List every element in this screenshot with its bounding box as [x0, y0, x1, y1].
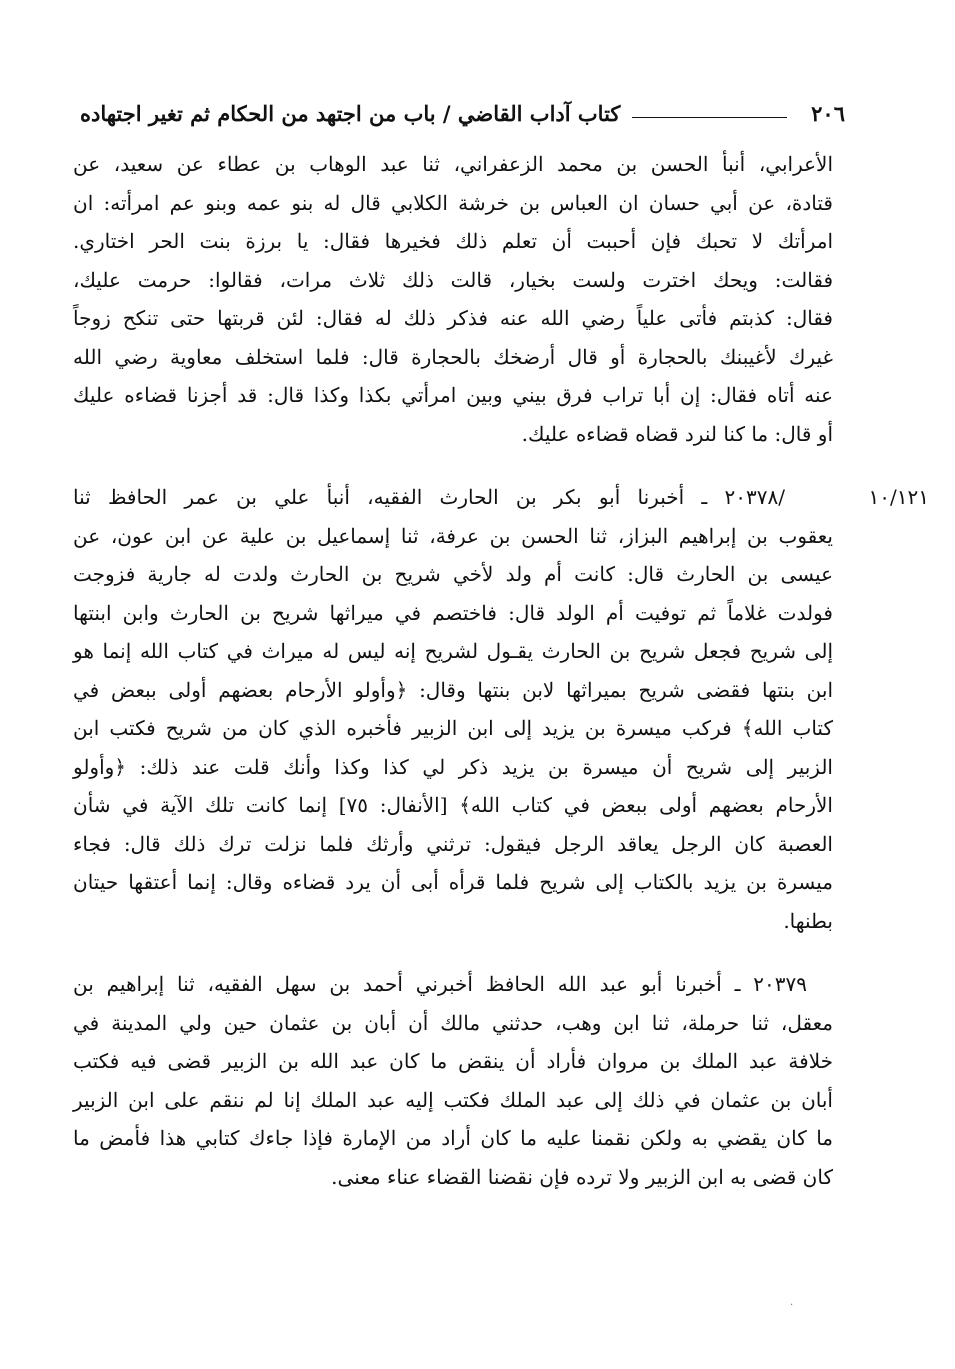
text-line: معقل، ثنا حرملة، ثنا ابن وهب، حدثني مالك أن أبان بن عثمان حين ولي المدينة في — [73, 1010, 833, 1035]
text-line: يعقوب بن إبراهيم البزاز، ثنا الحسن بن عرفة، ثنا إسماعيل بن علية عن ابن عون، عن — [73, 523, 833, 548]
page-speck: · — [790, 1300, 794, 1311]
text-line: العصبة كان الرجل يعاقد الرجل فيقول: ترثني وأرثك فلما نزلت ترك ذلك قال: فجاء — [73, 831, 833, 856]
text-line: أو قال: ما كنا لنرد قضاه قضاءه عليك. — [521, 421, 833, 446]
paragraph-continuation — [73, 145, 833, 453]
text-line: إلى شريح فجعل شريح بن الحارث يقـول لشريح إنه ليس له ميراث في كتاب الله إنما هو — [73, 639, 833, 663]
text-line: فولدت غلاماً ثم توفيت أم الولد قال: فاختصم في ميراثها شريح بن الحارث وابن ابنتها — [73, 600, 833, 625]
margin-reference: ١٠/١٢١ — [868, 485, 929, 509]
text-line: عيسى بن الحارث قال: كانت أم ولد لأخي شريح بن الحارث ولدت له جارية فزوجت — [73, 562, 833, 586]
text-line: ما كان يقضي به ولكن نقمنا عليه ما كان أراد من الإمارة فإذا جاءك كتابي هذا فأمض ما — [73, 1126, 833, 1150]
text-line: كان قضى به ابن الزبير ولا ترده فإن نقضنا القضاء عناء معنى. — [331, 1164, 833, 1189]
header-title: كتاب آداب القاضي / باب من اجتهد من الحكام ثم تغير اجتهاده — [80, 100, 621, 126]
text-line: ابن بنتها فقضى شريح بميراثها لابن بنتها وقال: ﴿وأولو الأرحام بعضهم أولى ببعض في — [73, 677, 833, 702]
hadith-20378 — [73, 478, 833, 940]
text-line: خلافة عبد الملك بن مروان فأراد أن ينقض ما كان عبد الله بن الزبير قضى فيه فكتب — [73, 1049, 833, 1073]
text-line: ميسرة بن يزيد بالكتاب إلى شريح فلما قرأه أبى أن يرد قضاءه وقال: إنما أعتقها حيتان — [73, 870, 833, 894]
running-header — [80, 98, 845, 128]
text-line: عنه أتاه فقال: إن أبا تراب فرق بيني وبين امرأتي بكذا وكذا قال: قد أجزنا قضاءه عليك — [73, 383, 833, 407]
text-line: الأرحام بعضهم أولى ببعض في كتاب الله﴾ [الأنفال: ٧٥] إنما كانت تلك الآية في شأن — [73, 793, 833, 817]
text-line: /٢٠٣٧٨ ـ أخبرنا أبو بكر بن الحارث الفقيه، أنبأ علي بن عمر الحافظ ثنا — [73, 485, 785, 509]
text-line: كتاب الله﴾ فركب ميسرة بن يزيد إلى ابن الزبير فأخبره الذي كان من شريح فكتب ابن — [73, 716, 833, 740]
text-line: بطنها. — [783, 908, 833, 933]
text-line: فقالت: ويحك اخترت ولست بخيار، قالت ذلك ثلاث مرات، فقالوا: حرمت عليك، — [73, 267, 833, 292]
text-line: غيرك لأغيبنك بالحجارة أو قال أرضخك بالحجارة قال: فلما استخلف معاوية رضي الله — [73, 344, 833, 369]
text-line: فقال: كذبتم فأتى علياً رضي الله عنه فذكر ذلك له فقال: لئن قربتها حتى تنكح زوجاً — [73, 306, 833, 330]
text-line: الأعرابي، أنبأ الحسن بن محمد الزعفراني، ثنا عبد الوهاب بن عطاء عن سعيد، عن — [73, 152, 833, 176]
page-number: ٢٠٦ — [811, 100, 845, 126]
text-line: امرأتك لا تحبك فإن أحببت أن تعلم ذلك فخيرها فقال: يا برزة بنت الحر اختاري. — [73, 229, 834, 253]
text-line: ٢٠٣٧٩ ـ أخبرنا أبو عبد الله الحافظ أخبرني أحمد بن سهل الفقيه، ثنا إبراهيم بن — [73, 972, 807, 996]
text-line: أبان بن عثمان في ذلك إلى عبد الملك فكتب إليه عبد الملك إنا لم ننقم على ابن الزبير — [73, 1087, 833, 1112]
hadith-20379 — [73, 965, 833, 1196]
text-line: الزبير إلى شريح أن ميسرة بن يزيد ذكر لي كذا وكذا وأنك قلت عند ذلك: ﴿وأولو — [73, 754, 833, 779]
text-line: قتادة، عن أبي حسان ان العباس بن خرشة الكلابي قال له بنو عمه وبنو عم امرأته: ان — [73, 190, 833, 215]
header-rule — [632, 117, 787, 118]
